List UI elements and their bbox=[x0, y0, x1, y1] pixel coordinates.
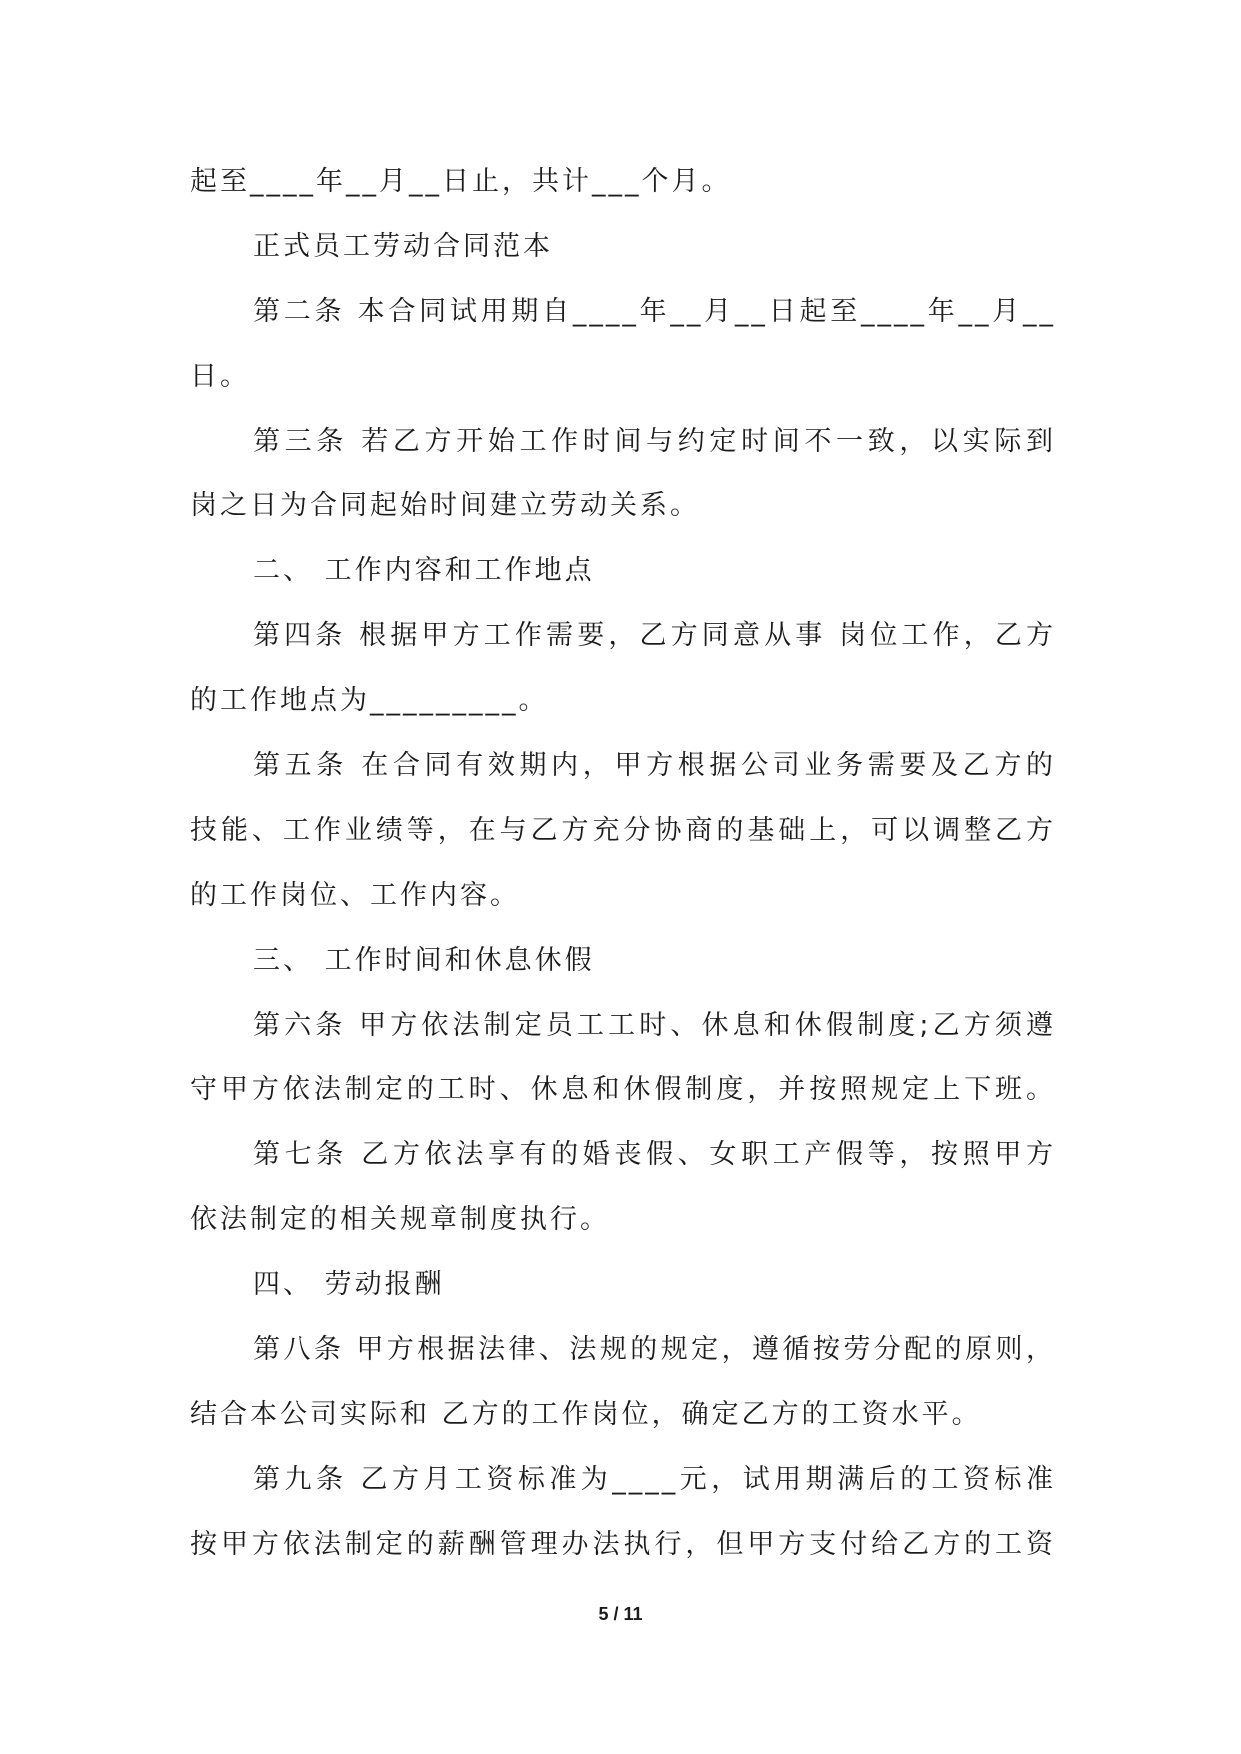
section-heading: 二、 工作内容和工作地点 bbox=[253, 555, 595, 587]
paragraph-line: 第七条 乙方依法享有的婚丧假、女职工产假等，按照甲方 bbox=[253, 1139, 1056, 1171]
paragraph-line: 第八条 甲方根据法律、法规的规定，遵循按劳分配的原则， bbox=[253, 1334, 1056, 1366]
paragraph-line: 第六条 甲方依法制定员工工时、休息和休假制度;乙方须遵 bbox=[253, 1009, 1056, 1041]
paragraph-line: 依法制定的相关规章制度执行。 bbox=[190, 1204, 610, 1236]
paragraph-line: 结合本公司实际和 乙方的工作岗位，确定乙方的工资水平。 bbox=[190, 1398, 982, 1430]
section-heading: 四、 劳动报酬 bbox=[253, 1269, 445, 1301]
paragraph-line: 第三条 若乙方开始工作时间与约定时间不一致，以实际到 bbox=[253, 425, 1056, 457]
page-number: 5 / 11 bbox=[598, 1604, 643, 1624]
paragraph-line: 第九条 乙方月工资标准为____元，试用期满后的工资标准 bbox=[253, 1463, 1056, 1495]
paragraph-line: 技能、工作业绩等，在与乙方充分协商的基础上，可以调整乙方 bbox=[190, 814, 1056, 846]
paragraph-line: 第二条 本合同试用期自____年__月__日起至____年__月__ bbox=[253, 295, 1056, 327]
paragraph-line: 第五条 在合同有效期内，甲方根据公司业务需要及乙方的 bbox=[253, 750, 1056, 782]
paragraph-line: 日。 bbox=[190, 360, 250, 392]
paragraph-line: 按甲方依法制定的薪酬管理办法执行，但甲方支付给乙方的工资 bbox=[190, 1528, 1056, 1560]
paragraph-line: 起至____年__月__日止，共计___个月。 bbox=[190, 166, 732, 197]
paragraph-line: 的工作地点为_________。 bbox=[190, 685, 549, 717]
paragraph-line: 第四条 根据甲方工作需要，乙方同意从事 岗位工作，乙方 bbox=[253, 620, 1056, 652]
paragraph-line: 的工作岗位、工作内容。 bbox=[190, 879, 520, 911]
section-heading: 三、 工作时间和休息休假 bbox=[253, 944, 595, 976]
paragraph-line: 守甲方依法制定的工时、休息和休假制度，并按照规定上下班。 bbox=[190, 1074, 1056, 1106]
document-subtitle: 正式员工劳动合同范本 bbox=[253, 230, 553, 262]
document-body bbox=[190, 150, 1056, 1578]
paragraph-line: 岗之日为合同起始时间建立劳动关系。 bbox=[190, 490, 700, 522]
